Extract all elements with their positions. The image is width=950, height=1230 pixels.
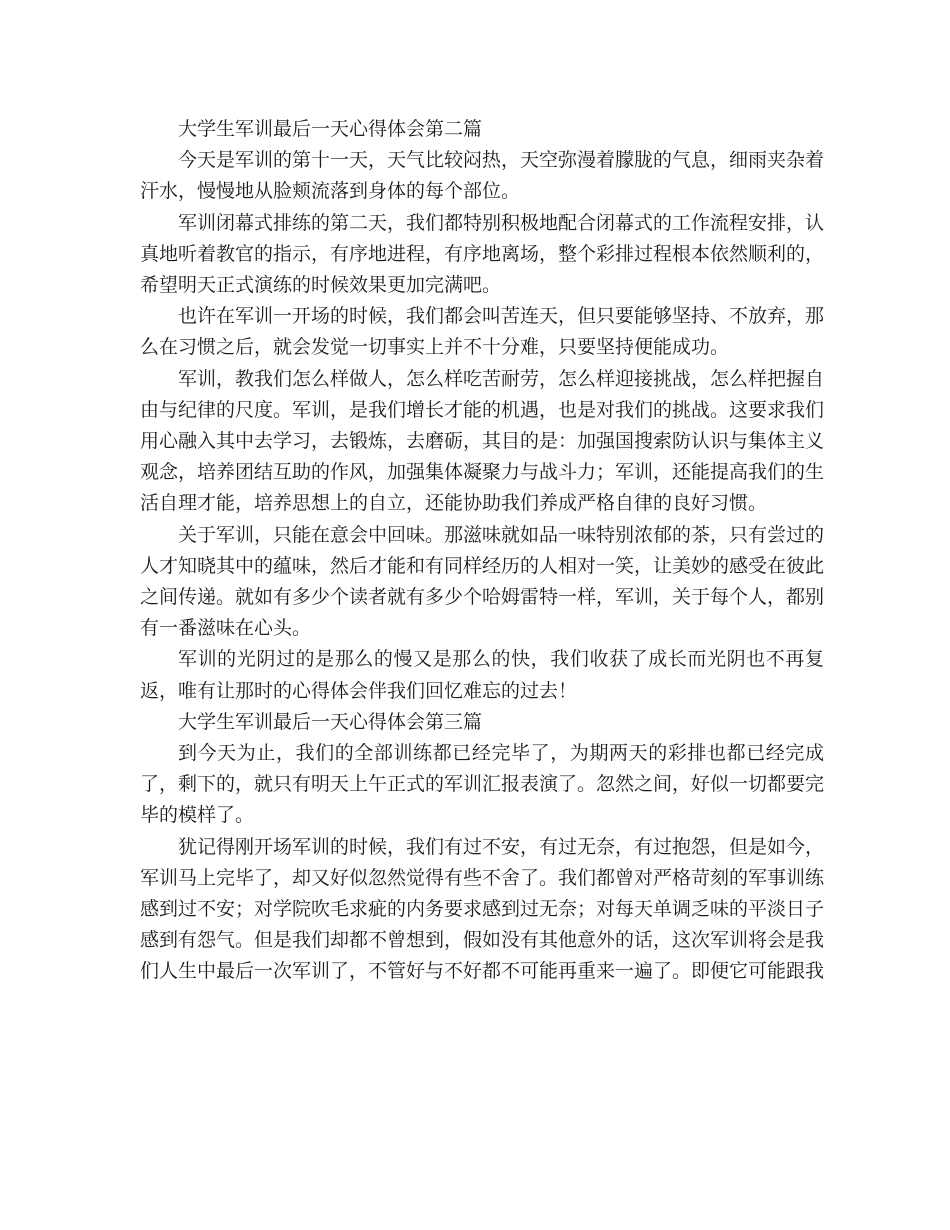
paragraph: 犹记得刚开场军训的时候，我们有过不安，有过无奈，有过抱怨，但是如今，军训马上完毕了，却又好似忽然觉得有些不舍了。我们都曾对严格苛刻的军事训练感到过不安；对学院吹毛求疵的内务要求感到过无奈；对每天单调乏味的平淡日子感到有怨气。但是我们却都不曾想到，假如没有其他意外的话，这次军训将会是我们人生中最后一次军训了，不管好与不好都不可能再重来一遍了。即便它可能跟我 [140,835,825,983]
paragraph: 军训的光阴过的是那么的慢又是那么的快，我们收获了成长而光阴也不再复返，唯有让那时的心得体会伴我们回忆难忘的过去！ [140,648,824,702]
paragraph: 今天是军训的第十一天，天气比较闷热，天空弥漫着朦胧的气息，细雨夹杂着汗水，慢慢地从脸颊流落到身体的每个部位。 [140,149,825,203]
document-body [140,114,824,988]
section-heading-second: 大学生军训最后一天心得体会第二篇 [178,118,483,140]
paragraph: 关于军训，只能在意会中回味。那滋味就如品一味特别浓郁的茶，只有尝过的人才知晓其中的蕴味，然后才能和有同样经历的人相对一笑，让美妙的感受在彼此之间传递。就如有多少个读者就有多少个哈姆雷特一样，军训，关于每个人，都别有一番滋味在心头。 [140,523,825,640]
paragraph: 军训，教我们怎么样做人，怎么样吃苦耐劳，怎么样迎接挑战，怎么样把握自由与纪律的尺度。军训，是我们增长才能的机遇，也是对我们的挑战。这要求我们用心融入其中去学习，去锻炼，去磨砺，其目的是：加强国搜索防认识与集体主义观念，培养团结互助的作风，加强集体凝聚力与战斗力；军训，还能提高我们的生活自理才能，培养思想上的自立，还能协助我们养成严格自律的良好习惯。 [140,367,825,515]
paragraph: 也许在军训一开场的时候，我们都会叫苦连天，但只要能够坚持、不放弃，那么在习惯之后，就会发觉一切事实上并不十分难，只要坚持便能成功。 [140,305,825,359]
section-heading-third: 大学生军训最后一天心得体会第三篇 [178,710,483,733]
paragraph: 到今天为止，我们的全部训练都已经完毕了，为期两天的彩排也都已经完成了，剩下的，就只有明天上午正式的军训汇报表演了。忽然之间，好似一切都要完毕的模样了。 [140,742,825,827]
paragraph: 军训闭幕式排练的第二天，我们都特别积极地配合闭幕式的工作流程安排，认真地听着教官的指示，有序地进程，有序地离场，整个彩排过程根本依然顺利的，希望明天正式演练的时候效果更加完满吧。 [140,211,825,297]
